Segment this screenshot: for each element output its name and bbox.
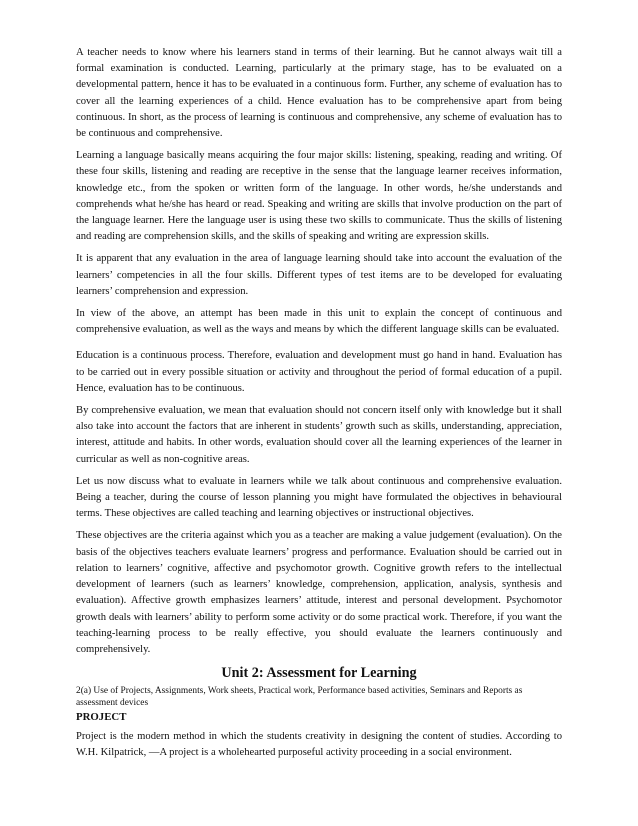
paragraph-language-skills: Learning a language basically means acquiring the four major skills: listening, speaking, reading and writing. Of these four skills, listening and reading are receptive in the sense that the language learner receives information, knowledge etc., from the spoken or written form of the language. In other words, he/she understands and comprehends what he/she has heard or read. Speaking and writing are skills that involve production on the part of the language learner. Here the language user is using these two skills to communicate. Thus the skills of listening and reading are comprehension skills, and the skills of speaking and writing are expression skills. [76, 150, 562, 243]
section-heading-project: PROJECT [76, 710, 127, 723]
unit-title: Unit 2: Assessment for Learning [221, 665, 417, 682]
subheading: 2(a) Use of Projects, Assignments, Work sheets, Practical work, Performance based activities, Seminars and Reports as assessment devices [76, 686, 523, 709]
paragraph-four-skills: It is apparent that any evaluation in the area of language learning should take into account the evaluation of the learners’ competencies in all the four skills. Different types of test items are to be developed for evaluating learners’ comprehension and expression. [76, 253, 562, 297]
paragraph-intro: A teacher needs to know where his learners stand in terms of their learning. But he cannot always wait till a formal examination is conducted. Learning, particularly at the primary stage, has to be evaluated on a developmental pattern, hence it has to be evaluated in a continuous form. Further, any scheme of evaluation has to cover all the learning experiences of a child. Hence evaluation has to be comprehensive apart from being continuous. In short, as the process of learning is continuous and comprehensive, any scheme of evaluation has to be continuous and comprehensive. [76, 47, 562, 140]
paragraph-project-definition: Project is the modern method in which the students creativity in designing the content of studies. According to W.H. Kilpatrick, ―A project is a wholehearted purposeful activity proceeding in a social environment. [76, 730, 562, 758]
paragraph-objectives-criteria: These objectives are the criteria against which you as a teacher are making a value judgement (evaluation). On the basis of the objectives teachers evaluate learners’ progress and performance. Evaluation should be carried out in relation to learners’ cognitive, affective and psychomotor growth. Cognitive growth refers to the intellectual development of learners (such as learners’ knowledge, comprehension, application, analysis, synthesis and evaluation). Affective growth emphasizes learners’ attitude, interest and personal development. Psychomotor growth deals with learners’ ability to perform some activity or do some practical work. Therefore, if you want the teaching-learning process to be really effective, you should evaluate the learners continuously and comprehensively. [76, 530, 562, 655]
paragraph-comprehensive-evaluation: By comprehensive evaluation, we mean that evaluation should not concern itself only with knowledge but it shall also take into account the factors that are inherent in students’ growth such as skills, understanding, appreciation, interest, attitude and habits. In other words, evaluation should cover all the learning experiences of the learner in curricular as well as non-cognitive areas. [76, 405, 562, 465]
paragraph-unit-aim: In view of the above, an attempt has been made in this unit to explain the concept of continuous and comprehensive evaluation, as well as the ways and means by which the different language skills can be evaluated. [76, 308, 562, 336]
paragraph-what-to-evaluate: Let us now discuss what to evaluate in learners while we talk about continuous and comprehensive evaluation. Being a teacher, during the course of lesson planning you might have formulated the objectives in behavioural terms. These objectives are called teaching and learning objectives or instructional objectives. [76, 475, 562, 520]
document-page [76, 45, 562, 767]
paragraph-continuous-process: Education is a continuous process. Therefore, evaluation and development must go hand in hand. Evaluation has to be carried out in every possible situation or activity and throughout the period of formal education of a pupil. Hence, evaluation has to be continuous. [76, 350, 562, 394]
